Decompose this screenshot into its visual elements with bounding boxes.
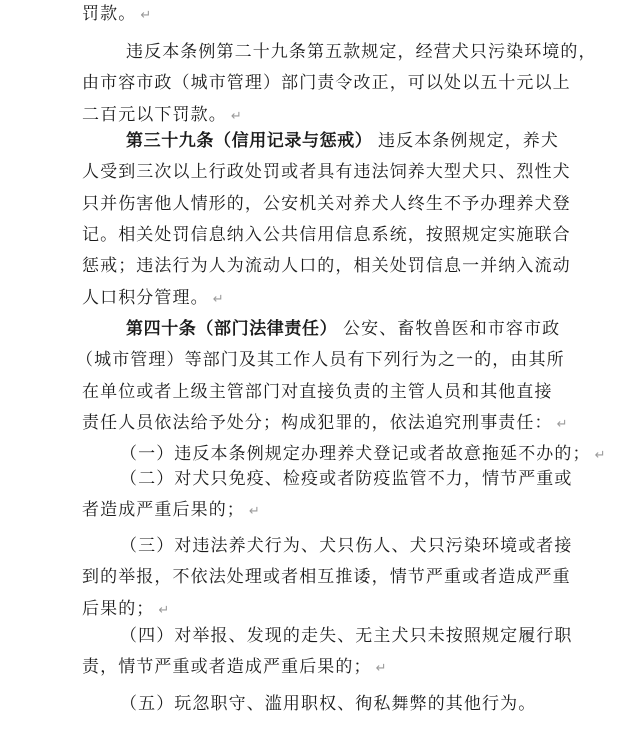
line-text: 记。相关处罚信息纳入公共信用信息系统，按照规定实施联合 [82,224,571,245]
line-text: 由市容市政（城市管理）部门责令改正，可以处以五十元以上 [82,73,571,94]
text-line [120,469,573,491]
line-text: （城市管理）等部门及其工作人员有下列行为之一的，由其所 [76,350,565,371]
text-line [343,319,560,341]
line-text: 只并伤害他人情形的，公安机关对养犬人终生不予办理养犬登 [82,193,571,214]
text-line [82,194,571,216]
line-text: 二百元以下罚款。 [82,104,227,125]
text-line [120,626,573,648]
text-line [82,500,260,522]
text-line [82,73,571,95]
text-line [82,225,571,247]
line-text: 在单位或者上级主管部门对直接负责的主管人员和其他直接 [82,381,553,402]
line-text: 罚款。 [82,4,137,24]
paragraph-mark-icon: ↵ [230,108,242,124]
paragraph-mark-icon: ↵ [140,8,152,23]
text-line [378,131,559,153]
paragraph-mark-icon: ↵ [212,291,224,307]
line-text: 后果的； [82,598,155,619]
line-text: 者造成严重后果的； [82,500,245,521]
line-text: 违反本条例规定，养犬 [378,131,559,151]
text-line [76,350,565,372]
line-text: 人口积分管理。 [82,287,209,308]
text-line [82,413,568,435]
paragraph-mark-icon: ↵ [158,602,170,618]
paragraph-mark-icon: ↵ [556,416,568,432]
text-line [82,256,571,278]
article-heading: 第三十九条（信用记录与惩戒） [126,131,373,151]
line-text: （三）对违法养犬行为、犬只伤人、犬只污染环境或者接 [120,536,573,556]
text-line [126,42,597,64]
line-text: （五）玩忽职守、滥用职权、徇私舞弊的其他行为。 [120,694,537,714]
line-text: 责，情节严重或者造成严重后果的； [82,657,372,678]
text-line [120,444,606,466]
line-text: （二）对犬只免疫、检疫或者防疫监管不力，情节严重或 [120,469,573,489]
article-heading: 第四十条（部门法律责任） [126,319,338,339]
text-line [82,382,553,404]
text-line [120,694,536,716]
text-line [82,288,224,310]
text-line [82,567,571,589]
text-line [82,4,151,26]
line-text: 到的举报，不依法处理或者相互推诿，情节严重或者造成严重 [82,567,571,588]
text-line [82,657,387,679]
text-line [120,536,573,558]
paragraph-mark-icon: ↵ [248,504,260,520]
line-text: 惩戒；违法行为人为流动人口的，相关处罚信息一并纳入流动 [82,256,571,277]
line-text: 人受到三次以上行政处罚或者具有违法饲养大型犬只、烈性犬 [82,162,571,183]
paragraph-mark-icon: ↵ [375,661,387,677]
line-text: （一）违反本条例规定办理养犬登记或者故意拖延不办的； [120,444,591,465]
line-text: 责任人员依法给予处分；构成犯罪的，依法追究刑事责任： [82,412,553,433]
paragraph-mark-icon: ↵ [594,448,606,464]
text-line [82,105,242,127]
line-text: 公安、畜牧兽医和市容市政 [343,319,561,339]
line-text: 违反本条例第二十九条第五款规定，经营犬只污染环境的， [126,42,597,62]
text-line [82,599,169,621]
text-line [82,162,571,184]
line-text: （四）对举报、发现的走失、无主犬只未按照规定履行职 [120,626,573,646]
